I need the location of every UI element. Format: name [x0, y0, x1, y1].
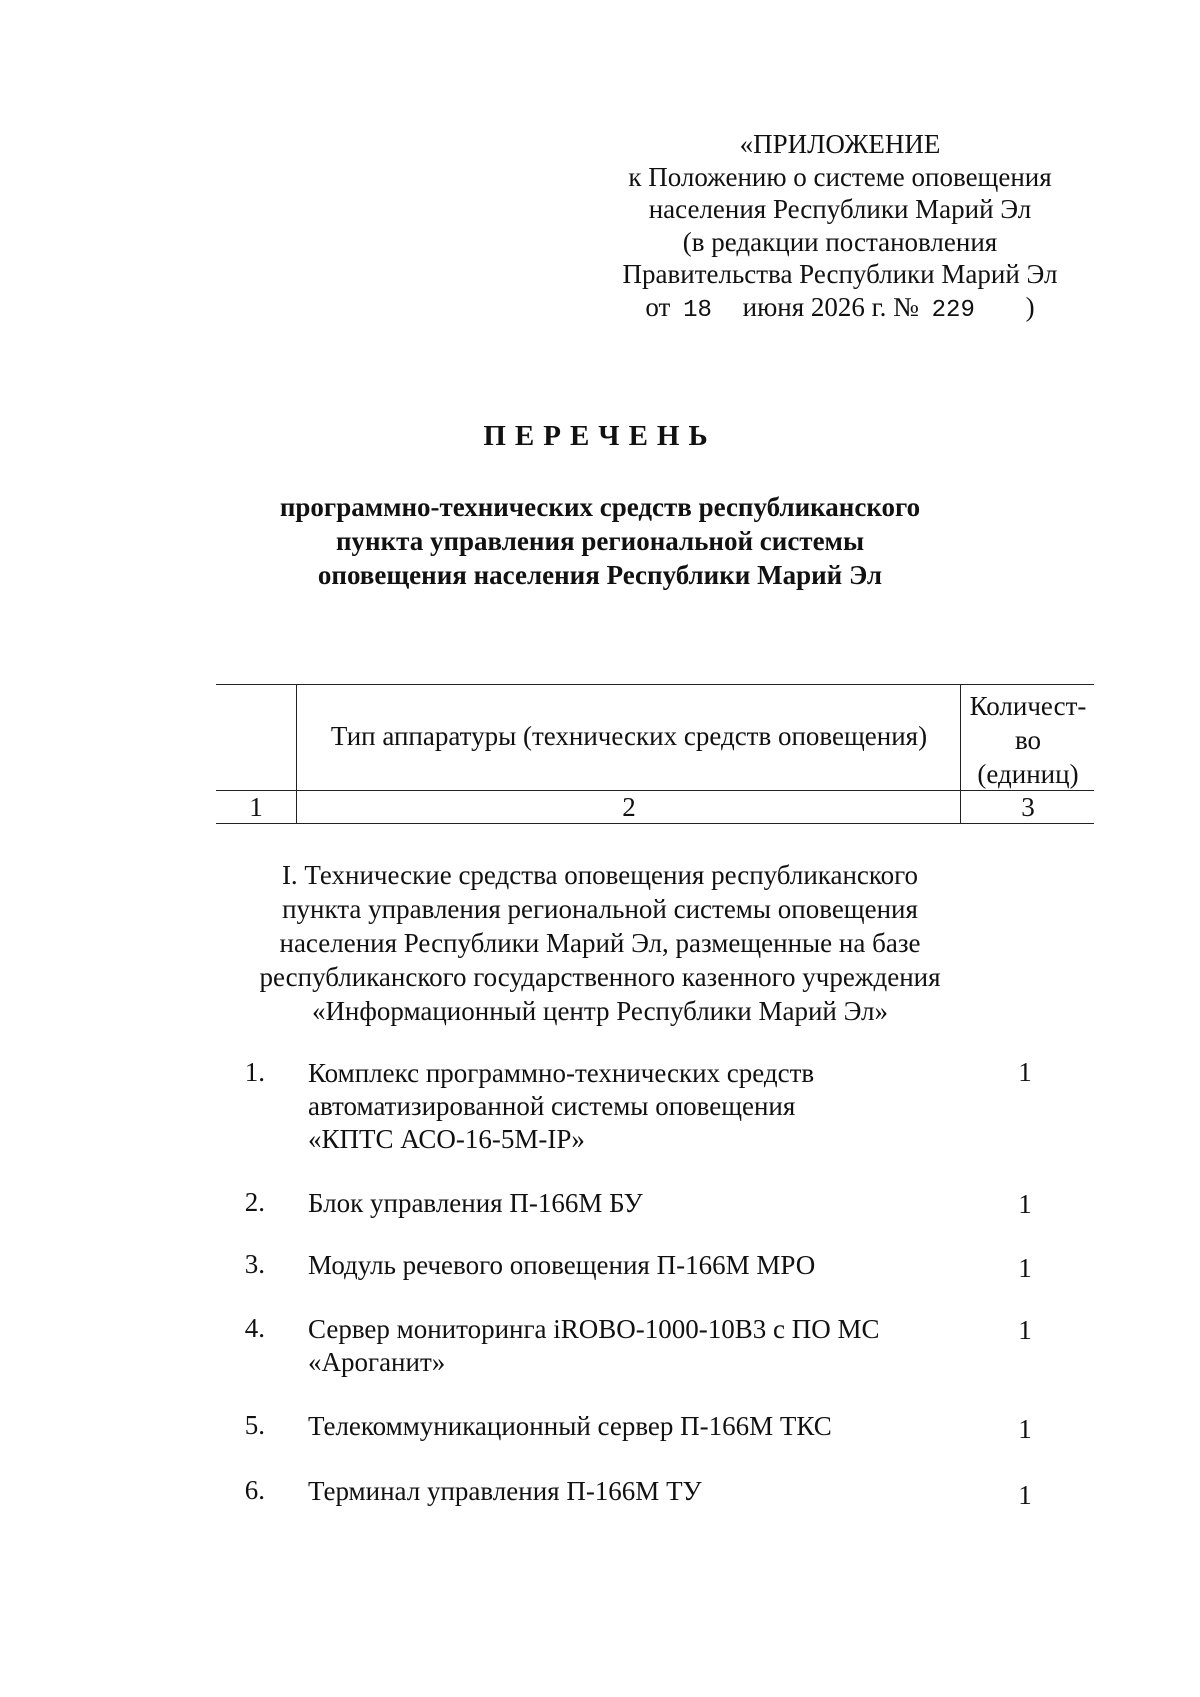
table-column-number: 3 [1021, 792, 1035, 822]
item-quantity: 1 [1018, 1414, 1032, 1444]
date-day: 18 [683, 296, 712, 324]
item-number: 2. [244, 1187, 265, 1217]
section-line: пункта управления региональной системы оповещения [282, 894, 918, 924]
item-quantity: 1 [1018, 1189, 1032, 1219]
subtitle-line: оповещения населения Республики Марий Эл [317, 560, 883, 590]
item-number: 4. [244, 1313, 265, 1343]
table-column-divider [296, 684, 297, 823]
section-line: I. Технические средства оповещения республиканского [281, 860, 919, 890]
appendix-line: к Положению о системе оповещения [628, 161, 1052, 192]
date-rest: июня 2026 г. № [742, 291, 919, 322]
document-number: 229 [931, 296, 975, 324]
item-quantity: 1 [1018, 1253, 1032, 1283]
item-description: Сервер мониторинга iROBO-1000-10B3 с ПО МС «Ароганит» [308, 1314, 880, 1377]
table-top-border [216, 684, 1094, 685]
appendix-line: (в редакции постановления [682, 226, 998, 257]
table-column-divider [960, 684, 961, 823]
table-column-number: 1 [249, 792, 263, 822]
section-line: населения Республики Марий Эл, размещенные на базе [279, 928, 921, 958]
appendix-date-line [600, 291, 1080, 328]
section-line: «Информационный центр Республики Марий Эл» [311, 996, 889, 1026]
appendix-line: Правительства Республики Марий Эл [622, 259, 1058, 289]
subtitle-line: программно-технических средств республиканского [279, 492, 921, 522]
item-number: 3. [244, 1249, 265, 1279]
table-column-number: 2 [622, 792, 636, 822]
item-number: 1. [244, 1057, 265, 1087]
table-header-quantity: Количест- во (единиц) [969, 691, 1087, 789]
date-closing: ) [1025, 291, 1035, 322]
item-description: Комплекс программно-технических средств автоматизированной системы оповещения «КПТС АСО-16-5М-IP» [308, 1058, 815, 1154]
item-description: Телекоммуникационный сервер П-166М ТКС [308, 1411, 832, 1441]
appendix-line: «ПРИЛОЖЕНИЕ [739, 129, 941, 159]
section-line: республиканского государственного казенного учреждения [259, 962, 941, 992]
item-number: 6. [244, 1475, 265, 1505]
item-quantity: 1 [1018, 1480, 1032, 1510]
document-title: ПЕРЕЧЕНЬ [483, 420, 717, 452]
table-header-type: Тип аппаратуры (технических средств оповещения) [330, 721, 928, 751]
item-description: Терминал управления П-166М ТУ [308, 1476, 702, 1506]
date-prefix: от [645, 291, 671, 322]
item-description: Блок управления П-166М БУ [308, 1188, 643, 1218]
item-number: 5. [244, 1410, 265, 1440]
document-subtitle [0, 490, 1200, 592]
appendix-header [600, 128, 1080, 327]
subtitle-line: пункта управления региональной системы [335, 526, 865, 556]
item-description: Модуль речевого оповещения П-166М МРО [308, 1250, 816, 1280]
section-heading [0, 858, 1200, 1028]
item-quantity: 1 [1018, 1315, 1032, 1345]
appendix-line: населения Республики Марий Эл [648, 194, 1032, 224]
item-quantity: 1 [1018, 1057, 1032, 1087]
